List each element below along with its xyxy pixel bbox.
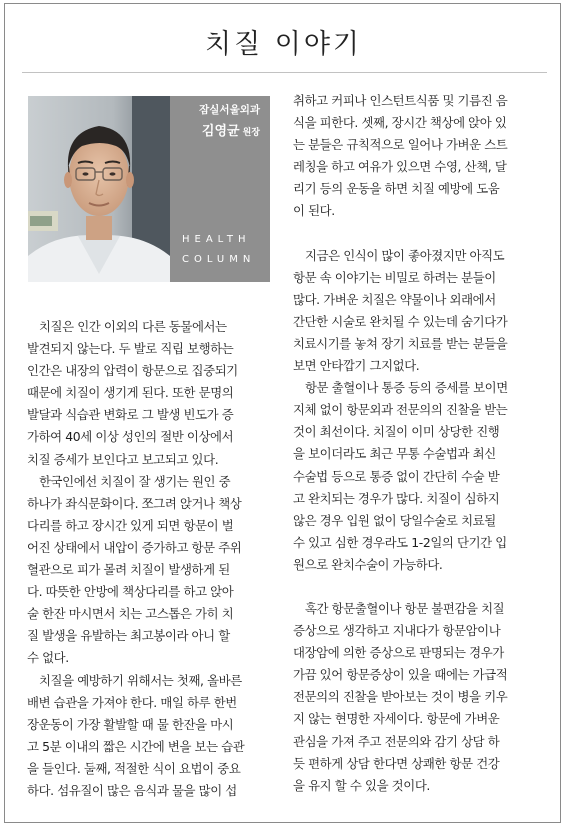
text-line: 을 유지 할 수 있을 것이다.: [293, 777, 430, 793]
text-line: 것이 최선이다. 치질이 이미 상당한 진행: [293, 424, 500, 440]
text-line: 수 없다.: [27, 650, 69, 666]
text-line: 고 5분 이내의 짧은 시간에 변을 보는 습관: [27, 738, 245, 754]
text-line: 가끔 있어 항문증상이 있을 때에는 가급적: [293, 667, 508, 683]
article-title: 치질 이야기: [205, 29, 362, 60]
text-line: 이 된다.: [293, 203, 335, 219]
text-line: 가하여 40세 이상 성인의 절반 이상에서: [27, 429, 234, 445]
text-line: 한국인에선 치질이 잘 생기는 원인 중: [27, 473, 231, 489]
article-left-column: [27, 316, 274, 802]
text-line: 보면 안타깝기 그지없다.: [293, 358, 420, 374]
left-paragraph-3: [27, 670, 274, 803]
text-line: 치질은 인간 이외의 다른 동물에서는: [27, 319, 227, 334]
text-line: 리기 등의 운동을 하면 치질 예방에 도움: [293, 181, 500, 197]
text-line: 다. 따뜻한 안방에 책상다리를 하고 앉아: [27, 584, 234, 600]
text-line: 을 들인다. 둘째, 적절한 식이 요법이 중요: [27, 760, 241, 776]
text-line: 고 완치되는 경우가 많다. 치질이 심하지: [293, 490, 500, 506]
text-line: 술 한잔 마시면서 치는 고스톱은 가히 치: [27, 606, 234, 622]
text-line: 다리를 하고 장시간 있게 되면 항문이 벌: [27, 517, 234, 533]
right-paragraph-1: [293, 90, 545, 223]
left-paragraph-2: [27, 471, 274, 670]
text-line: 혹간 항문출혈이나 항문 불편감을 치질: [293, 600, 505, 616]
author-caption-box: [170, 96, 270, 282]
text-line: 을 보이더라도 최근 무통 수술법과 최신: [293, 446, 496, 462]
text-line: 원으로 완치수술이 가능하다.: [293, 556, 443, 572]
text-line: 항문 속 이야기는 비밀로 하려는 분들이: [293, 269, 496, 285]
health-column-label-line2: COLUMN: [182, 254, 256, 265]
text-line: 지체 없이 항문외과 전문의의 진찰을 받는: [293, 402, 508, 418]
author-role: 원장: [242, 128, 260, 138]
text-line: 취하고 커피나 인스턴트식품 및 기름진 음: [293, 93, 508, 108]
text-line: 듯 편하게 상담 한다면 상쾌한 항문 건강: [293, 755, 500, 771]
text-line: 는 분들은 규칙적으로 일어나 가벼운 스트: [293, 137, 508, 153]
text-line: 간단한 시술로 완치될 수 있는데 숨기다가: [293, 313, 508, 329]
text-line: 배변 습관을 가져야 한다. 매일 하루 한번: [27, 694, 237, 710]
author-hospital: 잠실서울외과: [199, 104, 260, 116]
text-line: 지금은 인식이 많이 좋아졌지만 아직도: [293, 247, 505, 263]
text-line: 식을 피한다. 셋째, 장시간 책상에 앉아 있: [293, 115, 507, 131]
text-line: 하다. 섬유질이 많은 음식과 물을 많이 섭: [27, 782, 237, 798]
text-line: 관심을 가져 주고 전문의와 감기 상담 하: [293, 733, 500, 749]
title-divider: [22, 72, 547, 73]
right-paragraph-3: [293, 377, 545, 576]
text-line: 하나가 좌식문화이다. 쪼그려 앉거나 책상: [27, 495, 242, 511]
text-line: 어진 상태에서 내압이 증가하고 항문 주위: [27, 539, 242, 555]
text-line: 항문 출혈이나 통증 등의 증세를 보이면: [293, 380, 508, 396]
author-photo: [28, 96, 170, 282]
article-right-column: [293, 90, 545, 797]
right-paragraph-4: [293, 598, 545, 797]
text-line: 발달과 식습관 변화로 그 발생 빈도가 증: [27, 407, 234, 423]
author-name: 김영균: [201, 124, 240, 139]
health-column-label-line1: HEALTH: [182, 234, 251, 245]
text-line: 많다. 가벼운 치질은 약물이나 외래에서: [293, 291, 496, 307]
right-paragraph-2: [293, 245, 545, 378]
text-line: 혈관으로 피가 몰려 치질이 발생하게 된: [27, 562, 230, 578]
health-column-label: [182, 230, 255, 270]
text-line: 수 있고 심한 경우라도 1-2일의 단기간 입: [293, 534, 507, 550]
text-line: 인간은 내장의 압력이 항문으로 집중되기: [27, 363, 238, 379]
text-line: 증상으로 생각하고 지내다가 항문암이나: [293, 623, 501, 639]
text-line: 치질 증세가 보인다고 보고되고 있다.: [27, 451, 219, 467]
text-line: 발견되지 않는다. 두 발로 직립 보행하는: [27, 341, 234, 357]
text-line: 장운동이 가장 활발할 때 물 한잔을 마시: [27, 716, 234, 732]
text-line: 지 않는 현명한 자세이다. 항문에 가벼운: [293, 711, 500, 727]
text-line: 치료시기를 놓쳐 장기 치료를 받는 분들을: [293, 335, 508, 351]
text-line: 수술법 등으로 통증 없이 간단히 수술 받: [293, 468, 500, 484]
text-line: 전문의의 진찰을 받아보는 것이 병을 키우: [293, 689, 508, 705]
left-paragraph-1: [27, 316, 274, 471]
text-line: 않은 경우 입원 없이 당일수술로 치료될: [293, 512, 496, 528]
author-name-row: [202, 120, 260, 139]
text-line: 질 발생을 유발하는 최고봉이라 아니 할: [27, 628, 230, 644]
text-line: 때문에 치질이 생기게 된다. 또한 문명의: [27, 385, 234, 401]
text-line: 치질을 예방하기 위해서는 첫째, 올바른: [27, 672, 242, 688]
text-line: 대장암에 의한 증상으로 판명되는 경우가: [293, 645, 504, 661]
text-line: 레칭을 하고 여유가 있으면 수영, 산책, 달: [293, 159, 507, 175]
